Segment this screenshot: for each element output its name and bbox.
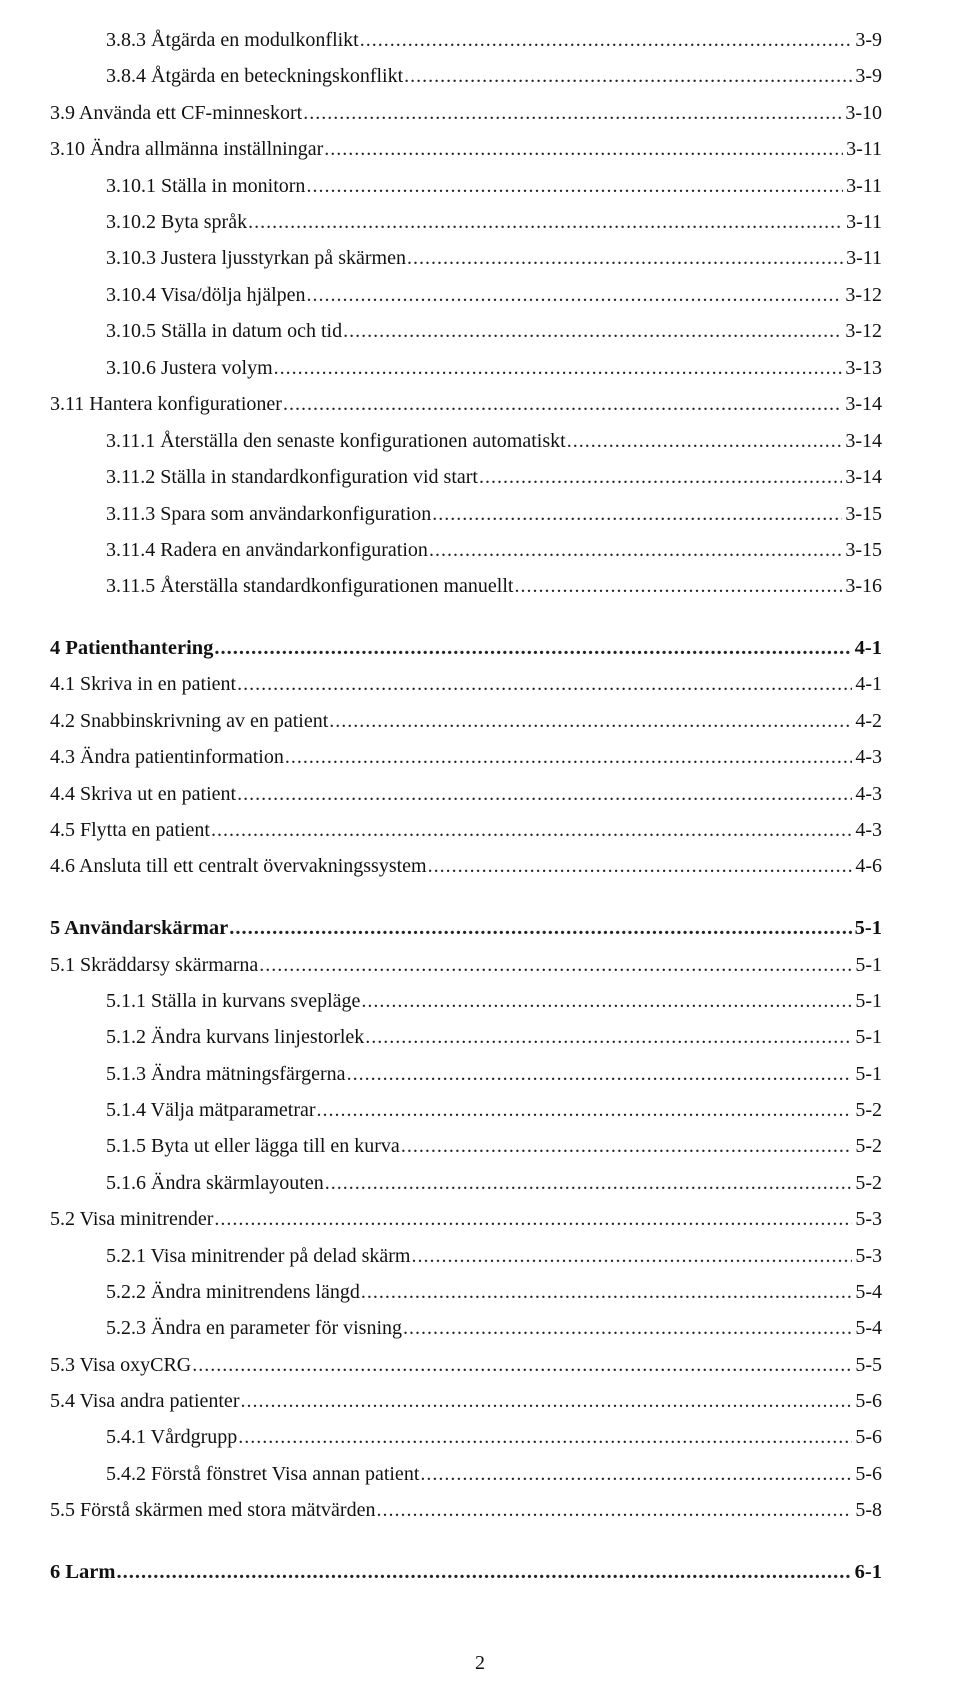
toc-entry-title: 5.1 Skräddarsy skärmarna (50, 954, 259, 976)
toc-entry-title: 3.10.4 Visa/dölja hjälpen (106, 284, 306, 306)
toc-entry-page: 3-11 (846, 247, 882, 269)
dot-leader (283, 389, 842, 419)
toc-entry (106, 353, 882, 383)
toc-entry-title: 4.6 Ansluta till ett centralt övervakningssystem (50, 855, 427, 877)
toc-entry-page: 3-12 (845, 320, 882, 342)
dot-leader (329, 706, 852, 736)
toc-entry (106, 426, 882, 456)
dot-leader (303, 98, 842, 128)
dot-leader (324, 134, 843, 164)
toc-entry (106, 535, 882, 565)
dot-leader (306, 171, 843, 201)
toc-entry-title: 5.5 Förstå skärmen med stora mätvärden (50, 1499, 376, 1521)
toc-entry (106, 1022, 882, 1052)
toc-entry-page: 3-14 (845, 430, 882, 452)
toc-entry (106, 1313, 882, 1343)
toc-entry (50, 950, 882, 980)
dot-leader (237, 779, 852, 809)
toc-entry-title: 5.1.3 Ändra mätningsfärgerna (106, 1063, 346, 1085)
dot-leader (240, 1386, 852, 1416)
toc-entry-title: 3.11.5 Återställa standardkonfigurationen manuellt (106, 575, 514, 597)
toc-entry (50, 742, 882, 772)
toc-entry-page: 5-5 (855, 1354, 882, 1376)
toc-entry-title: 5.4.2 Förstå fönstret Visa annan patient (106, 1463, 420, 1485)
toc-entry-title: 4 Patienthantering (50, 637, 214, 659)
dot-leader (347, 1059, 853, 1089)
toc-entry (106, 1459, 882, 1489)
toc-entry-page: 4-3 (855, 783, 882, 805)
toc-entry-title: 3.11.1 Återställa den senaste konfigurationen automatiskt (106, 430, 566, 452)
toc-entry (50, 669, 882, 699)
toc-entry-title: 4.4 Skriva ut en patient (50, 783, 237, 805)
dot-leader (365, 1022, 852, 1052)
toc-entry-page: 3-14 (845, 393, 882, 415)
toc-entry-page: 4-3 (855, 746, 882, 768)
dot-leader (248, 207, 843, 237)
toc-entry-title: 5.2.3 Ändra en parameter för visning (106, 1317, 403, 1339)
toc-entry (50, 706, 882, 736)
dot-leader (192, 1350, 852, 1380)
toc-entry-title: 5.3 Visa oxyCRG (50, 1354, 192, 1376)
toc-entry-page: 5-8 (855, 1499, 882, 1521)
toc-entry (106, 1095, 882, 1125)
toc-entry (106, 25, 882, 55)
dot-leader (214, 633, 851, 663)
toc-entry-title: 5.1.2 Ändra kurvans linjestorlek (106, 1026, 365, 1048)
dot-leader (325, 1168, 853, 1198)
toc-entry-title: 5.2.2 Ändra minitrendens längd (106, 1281, 360, 1303)
toc-chapter-entry (50, 1557, 882, 1587)
toc-entry-title: 5 Användarskärmar (50, 917, 229, 939)
toc-entry-title: 3.10.5 Ställa in datum och tid (106, 320, 343, 342)
toc-entry (106, 986, 882, 1016)
toc-entry (50, 98, 882, 128)
toc-entry-page: 5-6 (855, 1426, 882, 1448)
dot-leader (514, 571, 842, 601)
dot-leader (317, 1095, 853, 1125)
toc-entry-page: 5-2 (855, 1099, 882, 1121)
toc-entry-page: 3-11 (846, 138, 882, 160)
toc-entry-page: 5-1 (855, 1063, 882, 1085)
toc-entry-page: 3-12 (845, 284, 882, 306)
toc-entry-page: 3-13 (845, 357, 882, 379)
dot-leader (420, 1459, 852, 1489)
toc-entry (50, 134, 882, 164)
toc-entry-title: 3.10 Ändra allmänna inställningar (50, 138, 324, 160)
toc-entry-title: 5.2 Visa minitrender (50, 1208, 214, 1230)
dot-leader (401, 1131, 853, 1161)
toc-entry-title: 4.3 Ändra patientinformation (50, 746, 284, 768)
dot-leader (214, 1204, 852, 1234)
toc-entry-title: 6 Larm (50, 1561, 116, 1583)
toc-entry-page: 5-1 (855, 1026, 882, 1048)
toc-entry (50, 1204, 882, 1234)
toc-entry-page: 3-9 (855, 65, 882, 87)
toc-entry-page: 3-16 (845, 575, 882, 597)
toc-entry-page: 5-1 (854, 917, 882, 939)
dot-leader (479, 462, 842, 492)
toc-entry-page: 4-6 (855, 855, 882, 877)
toc-entry-title: 5.1.4 Välja mätparametrar (106, 1099, 316, 1121)
toc-entry (106, 1277, 882, 1307)
dot-leader (343, 316, 842, 346)
toc-entry (50, 389, 882, 419)
toc-entry (50, 815, 882, 845)
toc-entry-page: 4-2 (855, 710, 882, 732)
toc-entry (106, 280, 882, 310)
toc-entry-title: 4.2 Snabbinskrivning av en patient (50, 710, 329, 732)
toc-entry (106, 171, 882, 201)
toc-entry (106, 1422, 882, 1452)
toc-entry-title: 5.1.1 Ställa in kurvans svepläge (106, 990, 361, 1012)
toc-entry (50, 1495, 882, 1525)
toc-entry-title: 4.1 Skriva in en patient (50, 673, 237, 695)
toc-entry (106, 499, 882, 529)
dot-leader (237, 669, 852, 699)
dot-leader (403, 1313, 852, 1343)
toc-entry-title: 3.8.3 Åtgärda en modulkonflikt (106, 29, 359, 51)
toc-entry-page: 5-6 (855, 1463, 882, 1485)
toc-entry (106, 207, 882, 237)
toc-entry (106, 243, 882, 273)
toc-entry (106, 462, 882, 492)
dot-leader (238, 1422, 852, 1452)
toc-entry-page: 3-11 (846, 211, 882, 233)
toc-entry-title: 4.5 Flytta en patient (50, 819, 210, 841)
toc-entry-page: 5-3 (855, 1245, 882, 1267)
toc-entry-page: 5-4 (855, 1317, 882, 1339)
toc-entry (106, 571, 882, 601)
toc-entry-page: 4-1 (854, 637, 882, 659)
toc-entry-title: 3.9 Använda ett CF-minneskort (50, 102, 303, 124)
toc-entry (50, 851, 882, 881)
dot-leader (361, 1277, 852, 1307)
toc-entry-page: 5-3 (855, 1208, 882, 1230)
dot-leader (307, 280, 843, 310)
toc-entry-title: 3.10.2 Byta språk (106, 211, 248, 233)
toc-entry-page: 4-3 (855, 819, 882, 841)
toc-entry-page: 5-4 (855, 1281, 882, 1303)
toc-chapter-entry (50, 913, 882, 943)
dot-leader (567, 426, 843, 456)
toc-entry (106, 61, 882, 91)
toc-entry-page: 6-1 (854, 1561, 882, 1583)
toc-entry-title: 5.4.1 Vårdgrupp (106, 1426, 238, 1448)
toc-entry (50, 1350, 882, 1380)
dot-leader (360, 25, 853, 55)
dot-leader (259, 950, 852, 980)
page-number: 2 (475, 1652, 485, 1674)
toc-entry (50, 779, 882, 809)
toc-entry-title: 3.10.6 Justera volym (106, 357, 273, 379)
toc-entry-title: 3.8.4 Åtgärda en beteckningskonflikt (106, 65, 404, 87)
toc-entry (106, 316, 882, 346)
dot-leader (428, 851, 853, 881)
toc-entry (106, 1131, 882, 1161)
toc-entry-page: 3-15 (845, 539, 882, 561)
dot-leader (285, 742, 853, 772)
toc-entry-page: 3-14 (845, 466, 882, 488)
dot-leader (116, 1557, 851, 1587)
toc-entry-title: 3.11.2 Ställa in standardkonfiguration vid start (106, 466, 478, 488)
dot-leader (432, 499, 842, 529)
toc-entry-title: 5.1.6 Ändra skärmlayouten (106, 1172, 324, 1194)
toc-entry-title: 3.10.3 Justera ljusstyrkan på skärmen (106, 247, 406, 269)
dot-leader (376, 1495, 852, 1525)
dot-leader (361, 986, 852, 1016)
toc-entry (106, 1241, 882, 1271)
dot-leader (274, 353, 843, 383)
toc-entry (50, 1386, 882, 1416)
toc-entry-page: 3-10 (845, 102, 882, 124)
toc-entry-page: 3-11 (846, 175, 882, 197)
toc-entry-page: 3-15 (845, 503, 882, 525)
toc-entry (106, 1059, 882, 1089)
dot-leader (411, 1241, 852, 1271)
toc-chapter-entry (50, 633, 882, 663)
toc-entry-title: 3.11 Hantera konfigurationer (50, 393, 282, 415)
toc-entry-page: 5-1 (855, 990, 882, 1012)
toc-entry-page: 5-2 (855, 1135, 882, 1157)
toc-entry-page: 4-1 (855, 673, 882, 695)
toc-entry-title: 3.10.1 Ställa in monitorn (106, 175, 306, 197)
toc-entry-page: 5-2 (855, 1172, 882, 1194)
toc-entry-title: 3.11.3 Spara som användarkonfiguration (106, 503, 432, 525)
dot-leader (404, 61, 852, 91)
dot-leader (407, 243, 843, 273)
dot-leader (211, 815, 852, 845)
toc-entry-title: 5.1.5 Byta ut eller lägga till en kurva (106, 1135, 400, 1157)
dot-leader (429, 535, 842, 565)
toc-entry-title: 3.11.4 Radera en användarkonfiguration (106, 539, 428, 561)
toc-entry-page: 5-1 (855, 954, 882, 976)
toc-entry-title: 5.2.1 Visa minitrender på delad skärm (106, 1245, 411, 1267)
toc-entry-title: 5.4 Visa andra patienter (50, 1390, 240, 1412)
dot-leader (229, 913, 851, 943)
toc-entry-page: 5-6 (855, 1390, 882, 1412)
toc-entry-page: 3-9 (855, 29, 882, 51)
toc-entry (106, 1168, 882, 1198)
